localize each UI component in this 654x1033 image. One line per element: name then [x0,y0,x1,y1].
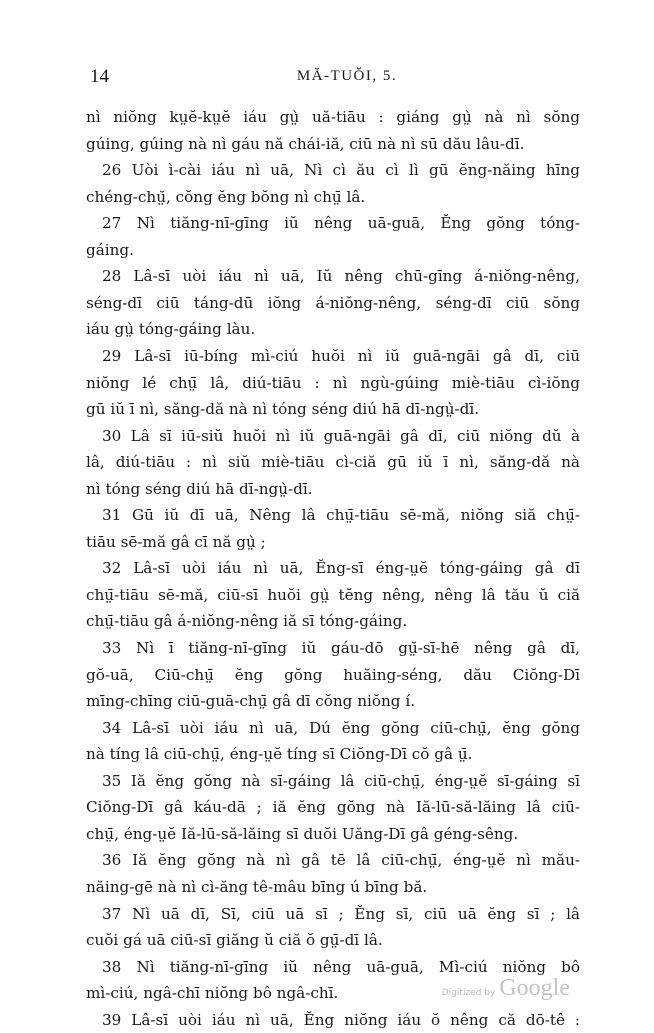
text-line: 30 Lâ sī iū-siŭ huŏi nì iŭ guā-ngāi gâ dī, ciū niŏng dŭ à [102,426,580,445]
text-line: niŏng lé chṳ̄ lâ, diú-tiāu : nì ngù-gúing miè-tiāu cì-iŏng [86,373,580,392]
text-line: 32 Lâ-sī uòi iáu nì uā, Ĕng-sī éng-ṳĕ tóng-gáing gâ dī [102,559,580,578]
text-line: 26 Uòi ì-cài iáu nì uā, Nì cì ău cì lì gū ĕng-năing hīng [102,161,580,180]
text-line: năing-gē nà nì cì-ăng tê-mâu bīng ú bīng bă. [86,877,428,896]
text-line: nì tóng séng diú hā dī-ngṳ̀-dī. [86,479,313,498]
text-line: Ciŏng-Dī gâ káu-dā ; iă ĕng gŏng nà Iă-lū-să-lăing lâ ciū- [86,798,580,817]
text-line: nì niŏng kṳĕ-kṳĕ iáu gṳ̀ uă-tiāu : giáng gṳ̀ nà nì sŏng [86,108,580,126]
text-line: 28 Lâ-sī uòi iáu nì uā, Iŭ nêng chū-gīng á-niŏng-nêng, [102,267,580,286]
page-number: 14 [90,66,109,87]
text-line: chṳ̄-tiāu gâ á-niŏng-nêng iă sī tóng-gáing. [86,612,408,631]
text-line: 31 Gū iŭ dī uā, Nêng lâ chṳ̄-tiāu sē-mă, niŏng siă chṳ̄- [102,506,580,525]
text-line: 37 Nì uā dī, Sī, ciū uā sī ; Ĕng sī, ciū uā ĕng sī ; lâ [102,904,580,923]
watermark-caption: Digitized by [441,988,496,998]
text-line: mīng-chīng ciū-guā-chṳ̄ gâ dī cŏng niŏng í. [86,692,416,711]
text-line: cuŏi gá uā ciū-sī giăng ŭ ciă ŏ gṳ̄-dī lâ. [86,931,383,950]
digitized-watermark [442,975,570,1002]
text-line: 36 Iă ĕng gŏng nà nì gâ tē lâ ciū-chṳ̄, éng-ṳĕ nì mău- [102,851,580,870]
text-line: chéng-chṳ̆, cŏng ĕng bŏng nì chṳ̄ lâ. [86,187,366,206]
text-line: iáu gṳ̀ tóng-gáing làu. [86,320,256,339]
text-line: gū iŭ ī nì, săng-dă nà nì tóng séng diú hā dī-ngṳ̀-dī. [86,400,480,419]
text-line: 29 Lâ-sī iū-bíng mì-ciú huŏi nì iŭ guā-ngāi gâ dī, ciū [102,346,580,365]
text-line: tiāu sē-mă gâ cī nă gṳ̀ ; [86,532,266,551]
running-head: MĂ-TUŎI, 5. [296,68,398,84]
text-line: lâ, diú-tiāu : nì siŭ miè-tiāu cì-ciă gū iŭ ī nì, săng-dă nà [86,453,580,472]
text-line: 33 Nì ī tiăng-nī-gīng iŭ gáu-dō gṳ̆-sī-hē nêng gâ dī, [102,639,580,657]
text-line: gúing, gúing nà nì gáu nă chái-iă, ciū nà nì sū dău lâu-dī. [86,134,525,153]
text-line: nà tíng lâ ciū-chṳ̄, éng-ṳĕ tíng sī Ciŏng-Dī cŏ gâ ṳ̄. [86,745,473,764]
text-line: 27 Nì tiăng-nī-gīng iŭ nêng uā-guā, Ĕng gŏng tóng- [102,214,580,233]
text-line: séng-dī ciū táng-dū iŏng á-niŏng-nêng, séng-dī ciū sŏng [86,293,580,312]
text-line: gáing. [86,240,134,259]
text-line: 35 Iă ĕng gŏng nà sī-gáing lâ ciū-chṳ̄, éng-ṳĕ sī-gáing sī [102,771,580,790]
text-line: chṳ̄, éng-ṳĕ Iă-lū-să-lăing sī duŏi Uăng-Dī gâ géng-sêng. [86,824,519,843]
text-line: chṳ̄-tiāu sē-mă, ciū-sī huŏi gṳ̀ tĕng nêng, nêng lâ tău ŭ ciă [86,585,580,604]
text-line: mì-ciú, ngâ-chī niŏng bô ngâ-chī. [86,984,339,1003]
text-line: 34 Lâ-sī uòi iáu nì uā, Dú ĕng gŏng ciū-chṳ̄, ĕng gŏng [102,718,580,737]
text-line: 39 Lâ-sī uòi iáu nì uā, Ĕng niŏng iáu ŏ nêng că dō-tê : [102,1010,580,1029]
text-line: 38 Nì tiăng-nī-gīng iŭ nêng uā-guā, Mì-ciú niŏng bô [102,957,580,976]
text-line: gŏ-uā, Ciū-chṳ̄ ĕng gŏng huăing-séng, dău Ciŏng-Dī [86,665,580,684]
google-logo: Google [499,975,570,1001]
